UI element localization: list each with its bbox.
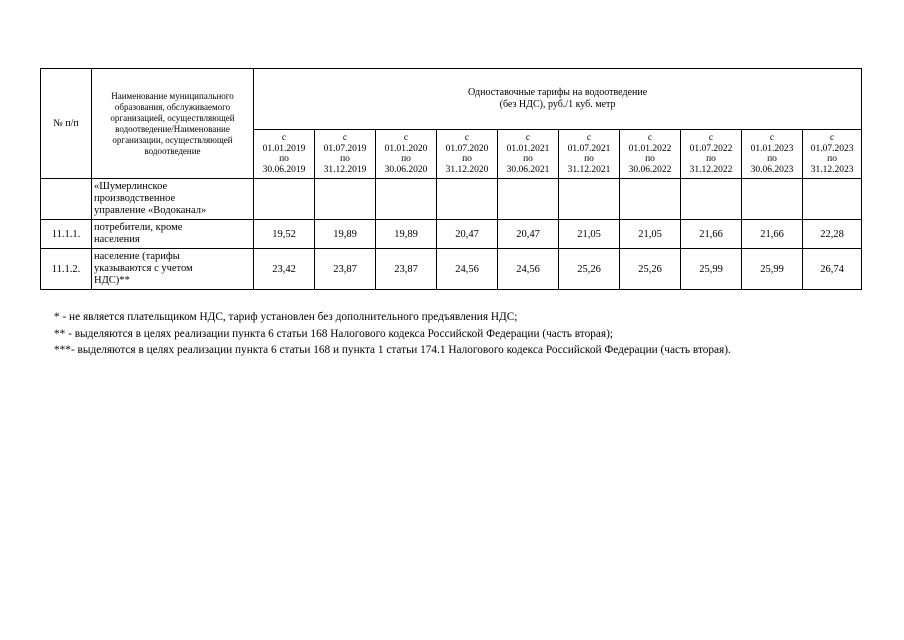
tariff-value: 26,74 (803, 249, 862, 290)
period-c: с (647, 133, 653, 143)
empty-cell (620, 179, 681, 220)
header-period (559, 130, 620, 179)
period-from: 01.01.2021 (506, 143, 550, 154)
header-name-line: водоотведение (144, 145, 201, 156)
period-from: 01.07.2022 (689, 143, 733, 154)
tariff-value: 23,87 (376, 249, 437, 290)
period-to: 30.06.2021 (506, 164, 550, 175)
empty-cell (742, 179, 803, 220)
header-tariff-group (254, 69, 862, 130)
footnotes (54, 309, 731, 359)
row-name (92, 179, 254, 220)
row-name (92, 249, 254, 290)
empty-cell (803, 179, 862, 220)
header-name-line: водоотведение/Наименование (115, 123, 230, 134)
period-c: с (708, 133, 714, 143)
footnote-vat-article-168: ** - выделяются в целях реализации пункта 6 статьи 168 Налогового кодекса Российской Федерации (часть вторая); (54, 327, 613, 340)
row-name-line: «Шумерлинское (94, 181, 168, 192)
row-name-line: производственное (94, 193, 176, 204)
tariff-value: 20,47 (498, 220, 559, 249)
period-c: с (403, 133, 409, 143)
period-po: по (706, 154, 716, 164)
period-to: 31.12.2023 (810, 164, 854, 175)
row-name-line: населения (94, 234, 140, 245)
tariff-value: 25,26 (620, 249, 681, 290)
period-c: с (586, 133, 592, 143)
header-group-line: (без НДС), руб./1 куб. метр (499, 99, 616, 110)
period-to: 30.06.2023 (750, 164, 794, 175)
period-po: по (401, 154, 411, 164)
header-group-line: Одноставочные тарифы на водоотведение (467, 87, 648, 98)
header-period (803, 130, 862, 179)
period-to: 31.12.2019 (323, 164, 367, 175)
empty-cell (437, 179, 498, 220)
header-period (620, 130, 681, 179)
row-num (41, 179, 92, 220)
table-row (41, 220, 862, 249)
period-to: 31.12.2022 (689, 164, 733, 175)
period-po: по (767, 154, 777, 164)
header-period (437, 130, 498, 179)
period-po: по (462, 154, 472, 164)
tariff-value: 25,26 (559, 249, 620, 290)
period-c: с (525, 133, 531, 143)
period-to: 31.12.2020 (445, 164, 489, 175)
empty-cell (376, 179, 437, 220)
period-c: с (342, 133, 348, 143)
tariff-value: 19,89 (376, 220, 437, 249)
header-name-line: Наименование муниципального (111, 90, 234, 101)
row-name-line: население (тарифы (94, 251, 180, 262)
period-to: 30.06.2019 (262, 164, 306, 175)
row-name (92, 220, 254, 249)
tariff-value: 24,56 (437, 249, 498, 290)
header-name (92, 69, 254, 179)
header-period (376, 130, 437, 179)
period-to: 31.12.2021 (567, 164, 611, 175)
period-from: 01.01.2023 (750, 143, 794, 154)
tariff-value: 22,28 (803, 220, 862, 249)
empty-cell (315, 179, 376, 220)
table-row (41, 249, 862, 290)
period-po: по (279, 154, 289, 164)
header-period (742, 130, 803, 179)
tariff-value: 19,52 (254, 220, 315, 249)
period-to: 30.06.2020 (384, 164, 428, 175)
row-name-line: потребители, кроме (94, 222, 183, 233)
row-name-line: управление «Водоканал» (94, 205, 207, 216)
period-from: 01.01.2022 (628, 143, 672, 154)
tariff-value: 21,05 (559, 220, 620, 249)
period-c: с (829, 133, 835, 143)
period-c: с (769, 133, 775, 143)
table-row-organization (41, 179, 862, 220)
period-po: по (340, 154, 350, 164)
row-num: 11.1.2. (41, 249, 92, 290)
period-from: 01.07.2020 (445, 143, 489, 154)
row-name-line: указываются с учетом (94, 263, 193, 274)
header-name-line: организацией, осуществляющей (110, 112, 235, 123)
tariff-value: 21,66 (681, 220, 742, 249)
empty-cell (498, 179, 559, 220)
period-from: 01.01.2019 (262, 143, 306, 154)
footnote-vat-not-payer: * - не является плательщиком НДС, тариф установлен без дополнительного предъявления НДС; (54, 311, 518, 323)
tariff-value: 20,47 (437, 220, 498, 249)
period-from: 01.07.2019 (323, 143, 367, 154)
tariff-value: 24,56 (498, 249, 559, 290)
row-name-line: НДС)** (94, 275, 130, 286)
period-po: по (523, 154, 533, 164)
period-from: 01.07.2021 (567, 143, 611, 154)
footnote-vat-article-174: ***- выделяются в целях реализации пункта 6 статьи 168 и пункта 1 статьи 174.1 Налогового кодекса Российской Федерации (часть вторая). (54, 344, 731, 356)
header-period (681, 130, 742, 179)
empty-cell (559, 179, 620, 220)
tariff-value: 19,89 (315, 220, 376, 249)
tariff-value: 23,87 (315, 249, 376, 290)
header-num: № п/п (41, 69, 92, 179)
empty-cell (681, 179, 742, 220)
header-name-line: организации, осуществляющей (112, 134, 233, 145)
period-po: по (584, 154, 594, 164)
period-to: 30.06.2022 (628, 164, 672, 175)
period-po: по (645, 154, 655, 164)
tariff-value: 25,99 (681, 249, 742, 290)
header-period (315, 130, 376, 179)
period-from: 01.07.2023 (810, 143, 854, 154)
header-name-line: образования, обслуживаемого (114, 101, 231, 112)
header-period (254, 130, 315, 179)
header-row-top (41, 69, 862, 130)
tariff-value: 21,66 (742, 220, 803, 249)
header-period (498, 130, 559, 179)
tariff-value: 25,99 (742, 249, 803, 290)
period-po: по (827, 154, 837, 164)
tariff-value: 23,42 (254, 249, 315, 290)
tariff-table (40, 68, 862, 290)
row-num: 11.1.1. (41, 220, 92, 249)
period-c: с (464, 133, 470, 143)
period-c: с (281, 133, 287, 143)
tariff-value: 21,05 (620, 220, 681, 249)
period-from: 01.01.2020 (384, 143, 428, 154)
empty-cell (254, 179, 315, 220)
